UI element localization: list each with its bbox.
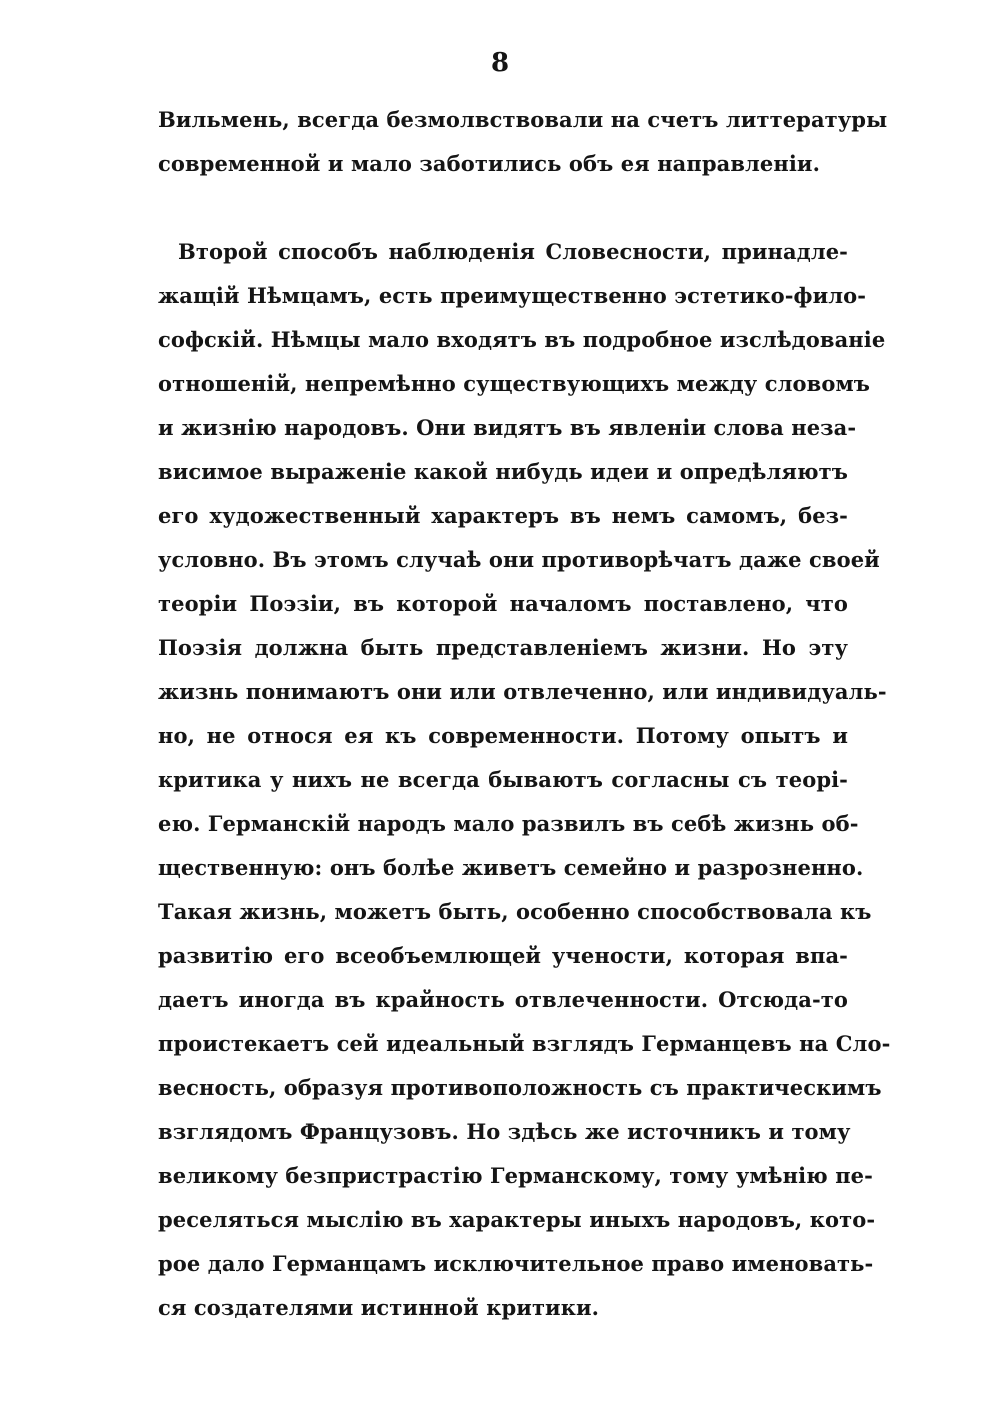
text-line: условно. Въ этомъ случаѣ они противорѣчатъ даже своей <box>158 547 880 572</box>
text-line: взглядомъ Французовъ. Но здѣсь же источникъ и тому <box>158 1119 851 1144</box>
text-line: современной и мало заботились объ ея направленіи. <box>158 151 821 176</box>
text-line: ся создателями истинной критики. <box>158 1295 600 1320</box>
page-number: 8 <box>490 48 510 78</box>
text-line: щественную: онъ болѣе живетъ семейно и разрозненно. <box>158 855 864 880</box>
text-line: висимое выраженіе какой нибудь идеи и опредѣляютъ <box>158 459 848 484</box>
paragraph-1 <box>158 98 888 186</box>
text-line: Вильмень, всегда безмолвствовали на счетъ литтературы <box>158 107 888 132</box>
text-line: его художественный характеръ въ немъ самомъ, без- <box>158 503 848 528</box>
text-line: теоріи Поэзіи, въ которой началомъ поставлено, что <box>158 591 848 616</box>
text-line: отношеній, непремѣнно существующихъ между словомъ <box>158 371 871 396</box>
text-line: жащій Нѣмцамъ, есть преимущественно эстетико-фило- <box>158 283 867 308</box>
paragraph-2 <box>158 230 891 1330</box>
text-line: реселяться мыслію въ характеры иныхъ народовъ, кото- <box>158 1207 876 1232</box>
text-line: Поэзія должна быть представленіемъ жизни. Но эту <box>158 635 848 660</box>
text-line: весность, образуя противоположность съ практическимъ <box>158 1075 882 1100</box>
text-line: проистекаетъ сей идеальный взглядъ Германцевъ на Сло- <box>158 1031 891 1056</box>
text-line: софскій. Нѣмцы мало входятъ въ подробное изслѣдованіе <box>158 327 886 352</box>
text-line: жизнь понимаютъ они или отвлеченно, или индивидуаль- <box>158 679 887 704</box>
text-line: развитію его всеобъемлющей учености, которая впа- <box>158 943 848 968</box>
text-line: великому безпристрастію Германскому, тому умѣнію пе- <box>158 1163 873 1188</box>
text-line: критика у нихъ не всегда бываютъ согласны съ теорі- <box>158 767 848 792</box>
text-line: ею. Германскій народъ мало развилъ въ себѣ жизнь об- <box>158 811 859 836</box>
text-line: рое дало Германцамъ исключительное право именовать- <box>158 1251 874 1276</box>
text-line: даетъ иногда въ крайность отвлеченности. Отсюда-то <box>158 987 848 1012</box>
text-line: но, не относя ея къ современности. Потому опытъ и <box>158 723 848 748</box>
text-line: Второй способъ наблюденія Словесности, принадле- <box>178 239 848 264</box>
text-line: Такая жизнь, можетъ быть, особенно способствовала къ <box>158 899 872 924</box>
text-line: и жизнію народовъ. Они видятъ въ явленіи слова неза- <box>158 415 857 440</box>
